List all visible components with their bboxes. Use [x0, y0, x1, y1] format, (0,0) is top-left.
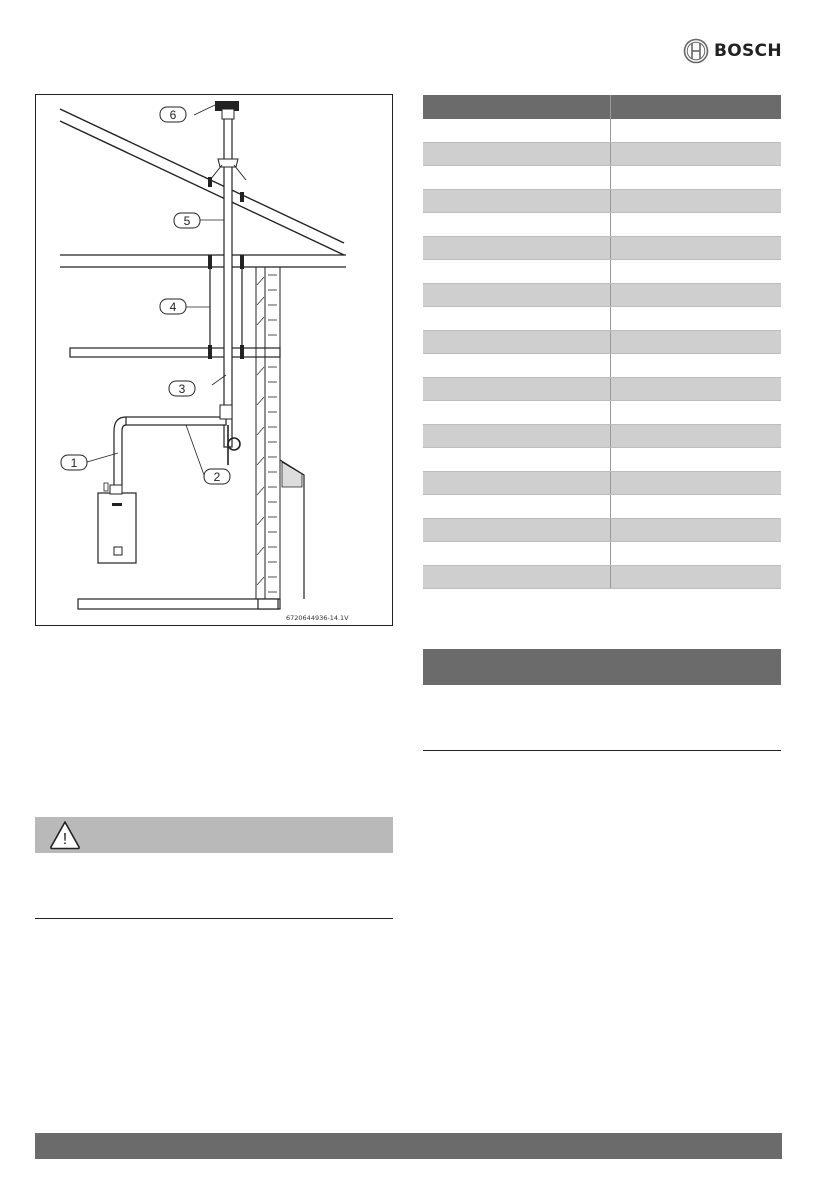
table-row: [423, 472, 781, 496]
figure-code: 6720644936-14.1V: [286, 614, 349, 622]
table-row: [423, 307, 781, 331]
notice-divider: [423, 750, 781, 751]
table-row: [423, 119, 781, 143]
table-row: [423, 143, 781, 167]
svg-text:6: 6: [169, 108, 177, 122]
table-row: [423, 260, 781, 284]
footer-bar: [35, 1133, 782, 1159]
svg-text:2: 2: [213, 470, 221, 484]
bosch-armature-icon: [683, 38, 709, 64]
table-header-cell: [423, 95, 611, 119]
table-row: [423, 213, 781, 237]
svg-text:1: 1: [70, 456, 78, 470]
warning-triangle-icon: [49, 820, 81, 850]
table-row: [423, 284, 781, 308]
svg-text:4: 4: [169, 300, 177, 314]
svg-text:5: 5: [183, 214, 191, 228]
table-row: [423, 566, 781, 590]
svg-text:!: !: [62, 831, 68, 848]
table-row: [423, 448, 781, 472]
brand-wordmark: BOSCH: [714, 41, 782, 61]
callout-6: [160, 107, 186, 122]
callout-4: [160, 299, 186, 314]
table-row: [423, 401, 781, 425]
warning-divider: [35, 918, 393, 919]
table-row: [423, 166, 781, 190]
table-row: [423, 495, 781, 519]
callout-2: [204, 469, 230, 484]
notice-header-bar: [423, 649, 781, 685]
table-row: [423, 354, 781, 378]
table-row: [423, 542, 781, 566]
installation-figure: [35, 94, 393, 626]
flue-installation-diagram: [36, 95, 392, 625]
bosch-logo: [683, 38, 783, 64]
table-row: [423, 190, 781, 214]
table-header-cell: [611, 95, 781, 119]
table-row: [423, 519, 781, 543]
warning-header-bar: [35, 817, 393, 853]
callout-5: [174, 213, 200, 228]
svg-text:3: 3: [178, 382, 186, 396]
table-row: [423, 425, 781, 449]
table-header: [423, 95, 781, 119]
table-row: [423, 331, 781, 355]
table-row: [423, 237, 781, 261]
callout-1: [61, 455, 87, 470]
callout-3: [169, 381, 195, 396]
table-row: [423, 378, 781, 402]
parts-table: [423, 95, 781, 589]
